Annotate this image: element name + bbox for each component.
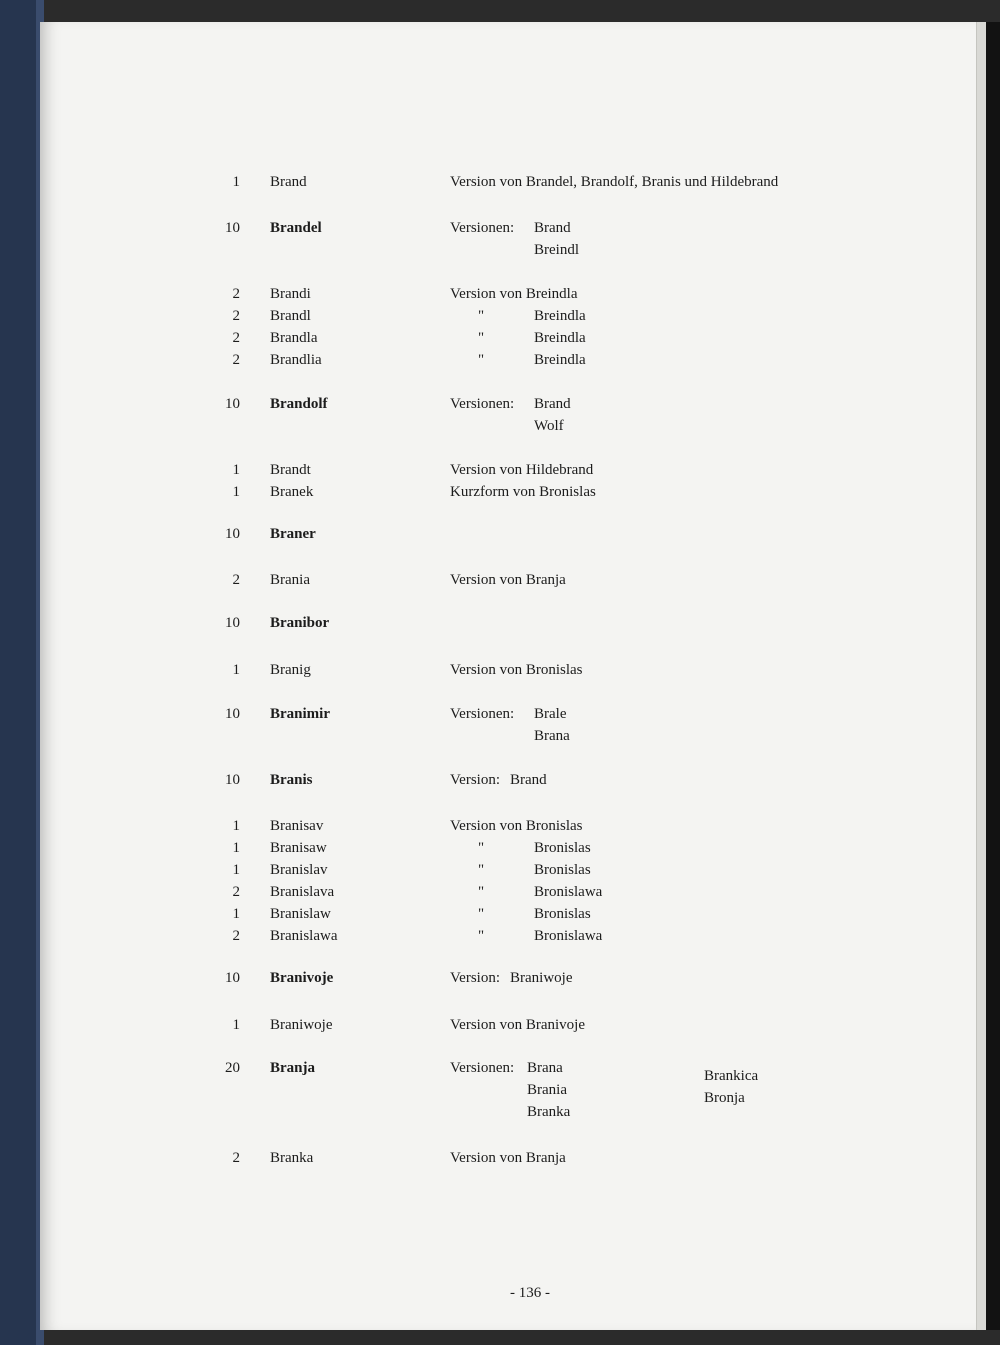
- entry-frequency: 1: [232, 840, 240, 856]
- entry-reference: Bronislas: [534, 840, 591, 856]
- entry-frequency: 1: [232, 662, 240, 678]
- entry-name: Branislawa: [270, 928, 338, 944]
- entry-frequency: 1: [232, 1017, 240, 1033]
- name-entry: [0, 884, 1000, 908]
- name-entry: [0, 462, 1000, 486]
- entry-name: Brandolf: [270, 396, 328, 412]
- ditto-mark: ": [478, 862, 485, 878]
- entry-frequency: 2: [232, 286, 240, 302]
- name-entry: [0, 308, 1000, 332]
- name-entry: [0, 706, 1000, 744]
- ditto-mark: ": [478, 330, 485, 346]
- entry-reference: Bronislas: [534, 906, 591, 922]
- entry-description: Version von Bronislas: [450, 818, 583, 834]
- entry-frequency: 10: [225, 706, 240, 722]
- entry-reference: Bronislawa: [534, 928, 603, 944]
- entry-variant-extra: Brankica: [704, 1068, 759, 1084]
- name-entry: [0, 1017, 1000, 1041]
- entry-frequency: 10: [225, 970, 240, 986]
- name-entry: [0, 840, 1000, 864]
- name-entry: [0, 174, 1000, 198]
- entry-name: Brandel: [270, 220, 322, 236]
- entry-description: Version von Breindla: [450, 286, 578, 302]
- entry-name: Brania: [270, 572, 310, 588]
- name-entry: [0, 572, 1000, 596]
- entry-name: Brandl: [270, 308, 311, 324]
- entry-frequency: 1: [232, 462, 240, 478]
- entry-reference: Breindla: [534, 352, 586, 368]
- name-entry: [0, 928, 1000, 952]
- name-entry: [0, 220, 1000, 258]
- entry-name: Braner: [270, 526, 316, 542]
- name-entry: [0, 330, 1000, 354]
- name-entry: [0, 772, 1000, 796]
- entry-frequency: 1: [232, 818, 240, 834]
- entry-name: Brand: [270, 174, 307, 190]
- entry-name: Brandla: [270, 330, 318, 346]
- name-entry: [0, 286, 1000, 310]
- entry-name: Branka: [270, 1150, 314, 1166]
- entry-reference: Breindla: [534, 308, 586, 324]
- entry-description: Version:: [450, 772, 500, 788]
- entry-variant: Brale: [534, 706, 567, 722]
- entry-name: Branisaw: [270, 840, 327, 856]
- ditto-mark: ": [478, 928, 485, 944]
- name-entry: [0, 615, 1000, 639]
- entry-frequency: 1: [232, 862, 240, 878]
- entry-variant: Wolf: [534, 418, 564, 434]
- ditto-mark: ": [478, 840, 485, 856]
- ditto-mark: ": [478, 906, 485, 922]
- entry-description: Versionen:: [450, 1060, 515, 1076]
- name-entry: [0, 970, 1000, 994]
- entry-variant: Brania: [527, 1082, 567, 1098]
- entry-name: Branis: [270, 772, 313, 788]
- entry-frequency: 2: [232, 352, 240, 368]
- name-entry: [0, 352, 1000, 376]
- entry-name: Branek: [270, 484, 314, 500]
- entry-variant: Brana: [534, 728, 570, 744]
- entry-name: Brandi: [270, 286, 311, 302]
- name-entry: [0, 396, 1000, 434]
- entry-variant: Branka: [527, 1104, 571, 1120]
- name-entry: [0, 1150, 1000, 1174]
- entry-variant-extra: Bronja: [704, 1090, 745, 1106]
- entry-variant: Brand: [534, 220, 571, 236]
- entry-frequency: 2: [232, 884, 240, 900]
- entry-frequency: 2: [232, 308, 240, 324]
- entry-reference: Bronislawa: [534, 884, 603, 900]
- entry-name: Branibor: [270, 615, 330, 631]
- entry-frequency: 10: [225, 526, 240, 542]
- entry-description: Versionen:: [450, 706, 515, 722]
- entry-name: Branisav: [270, 818, 324, 834]
- entry-frequency: 10: [225, 220, 240, 236]
- name-entry: [0, 662, 1000, 686]
- name-entry: [0, 906, 1000, 930]
- entry-frequency: 10: [225, 615, 240, 631]
- entry-description: Version von Hildebrand: [450, 462, 594, 478]
- entry-description: Versionen:: [450, 396, 515, 412]
- entry-description: Version von Branja: [450, 1150, 566, 1166]
- page-number: - 136 -: [510, 1285, 550, 1301]
- entry-name: Branislaw: [270, 906, 331, 922]
- entry-variant: Braniwoje: [510, 970, 573, 986]
- entry-reference: Bronislas: [534, 862, 591, 878]
- entry-name: Brandlia: [270, 352, 322, 368]
- entry-frequency: 1: [232, 906, 240, 922]
- entry-name: Branimir: [270, 706, 330, 722]
- entry-frequency: 2: [232, 330, 240, 346]
- entry-description: Version von Branja: [450, 572, 566, 588]
- ditto-mark: ": [478, 352, 485, 368]
- entry-frequency: 10: [225, 772, 240, 788]
- entry-name: Branislava: [270, 884, 335, 900]
- name-entry: [0, 1060, 1000, 1120]
- entry-name: Brandt: [270, 462, 311, 478]
- name-entry: [0, 862, 1000, 886]
- entry-description: Kurzform von Bronislas: [450, 484, 596, 500]
- name-entry: [0, 484, 1000, 508]
- entry-variant: Brand: [534, 396, 571, 412]
- entry-description: Version:: [450, 970, 500, 986]
- name-entry: [0, 526, 1000, 550]
- entry-name: Branig: [270, 662, 311, 678]
- entry-name: Branivoje: [270, 970, 334, 986]
- entry-variant: Brand: [510, 772, 547, 788]
- entry-frequency: 2: [232, 928, 240, 944]
- entry-description: Versionen:: [450, 220, 515, 236]
- entry-name: Branislav: [270, 862, 328, 878]
- entry-frequency: 1: [232, 484, 240, 500]
- entry-frequency: 20: [225, 1060, 240, 1076]
- entry-frequency: 2: [232, 1150, 240, 1166]
- name-entry: [0, 818, 1000, 842]
- ditto-mark: ": [478, 308, 485, 324]
- entry-description: Version von Branivoje: [450, 1017, 585, 1033]
- entry-variant: Breindl: [534, 242, 579, 258]
- entry-description: Version von Brandel, Brandolf, Branis und Hildebrand: [450, 174, 779, 190]
- entry-frequency: 2: [232, 572, 240, 588]
- entry-name: Branja: [270, 1060, 315, 1076]
- entry-frequency: 10: [225, 396, 240, 412]
- entry-description: Version von Bronislas: [450, 662, 583, 678]
- entry-frequency: 1: [232, 174, 240, 190]
- entry-name: Braniwoje: [270, 1017, 333, 1033]
- entry-variant: Brana: [527, 1060, 563, 1076]
- ditto-mark: ": [478, 884, 485, 900]
- entry-reference: Breindla: [534, 330, 586, 346]
